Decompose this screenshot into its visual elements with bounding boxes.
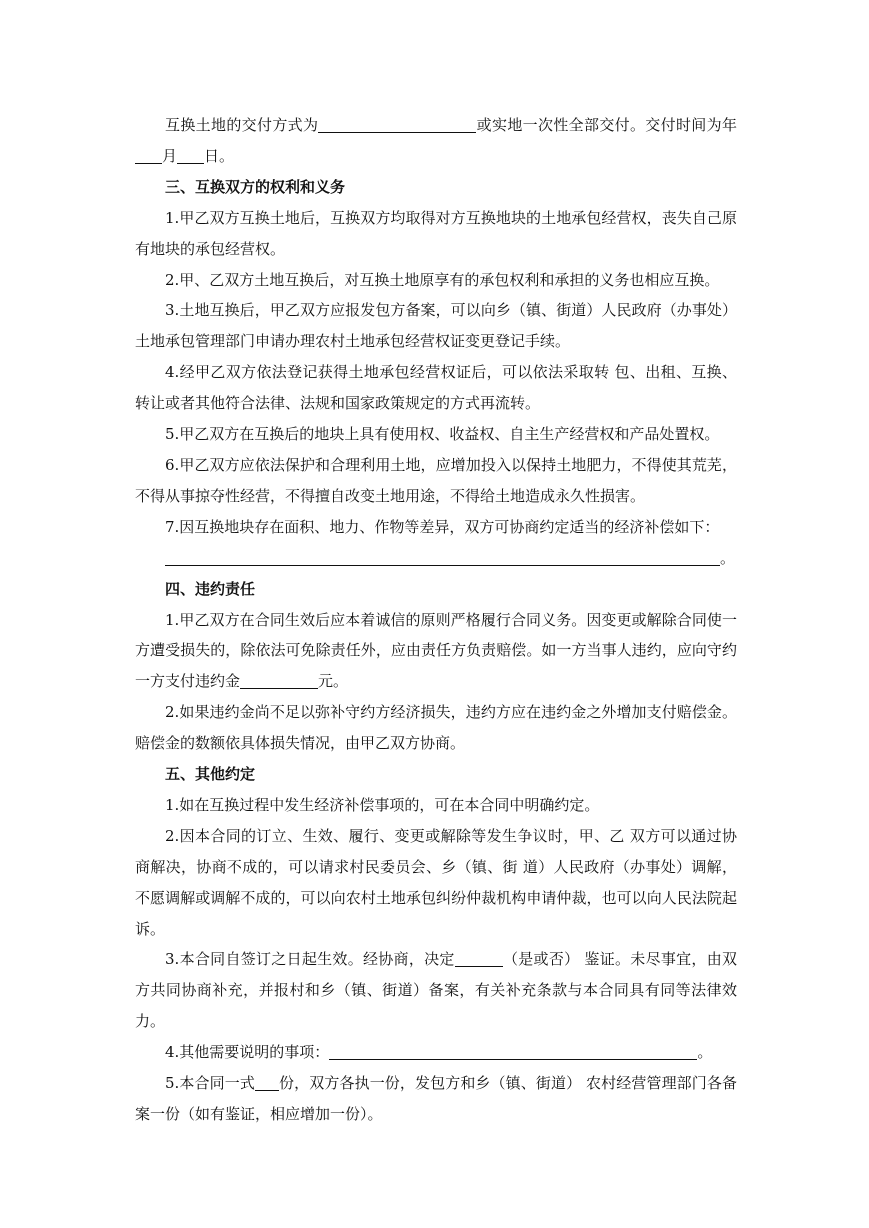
section5-clause-3-text-a: 3.本合同自签订之日起生效。经协商，决定 — [165, 950, 455, 969]
section3-clause-7: 7.因互换地块存在面积、地力、作物等差异，双方可协商约定适当的经济补偿如下： — [165, 517, 720, 536]
delivery-text-b: 或实地一次性全部交付。交付时间为 — [476, 116, 722, 134]
section3-clause-4: 4.经甲乙双方依法登记获得土地承包经营权证后，可以依法采取转 包、出租、互换、转让或者其他符合法律、法规和国家政策规定的方式再流转。 — [135, 363, 737, 413]
compensation-end: 。 — [720, 548, 736, 567]
section5-clause-4 — [135, 1037, 737, 1068]
compensation-line — [135, 543, 737, 574]
contract-page — [135, 110, 737, 1130]
section3-clause-1: 1.甲乙双方互换土地后，互换双方均取得对方互换地块的土地承包经营权，丧失自己原有地块的承包经营权。 — [135, 208, 737, 258]
section5-clause-5-text-b: 份，双方各执一份，发包方和乡（镇、街道） 农村经营管理部门各备案一份（如有鉴证，相应增加一份）。 — [135, 1074, 737, 1123]
section5-clause-2: 2.因本合同的订立、生效、履行、变更或解除等发生争议时，甲、乙 双方可以通过协商解决，协商不成的，可以请求村民委员会、乡（镇、街 道）人民政府（办事处）调解，不愿调解或调解不成的，可以向农村土地承包纠纷仲裁机构申请仲裁，也可以向人民法院起诉。 — [135, 826, 737, 938]
delivery-month-blank[interactable] — [135, 146, 162, 164]
section4-clause-1-unit: 元。 — [318, 672, 349, 691]
section5-heading: 五、其他约定 — [165, 765, 256, 784]
copies-count-blank[interactable] — [255, 1074, 279, 1092]
delivery-paragraph — [135, 110, 737, 172]
delivery-day-blank[interactable] — [177, 146, 204, 164]
section3-clause-5: 5.甲乙双方在互换后的地块上具有使用权、收益权、自主生产经营权和产品处置权。 — [165, 425, 720, 444]
section3-clause-6: 6.甲乙双方应依法保护和合理利用土地，应增加投入以保持土地肥力，不得使其荒芜，不得从事掠夺性经营，不得擅自改变土地用途，不得给土地造成永久性损害。 — [135, 455, 737, 505]
section5-clause-5 — [135, 1068, 737, 1130]
section3-clause-2: 2.甲、乙双方土地互换后，对互换土地原享有的承包权利和承担的义务也相应互换。 — [165, 270, 720, 289]
section4-clause-1-text: 1.甲乙双方在合同生效后应本着诚信的原则严格履行合同义务。因变更或解除合同使一方遭受损失的，除依法可免除责任外，应由责任方负责赔偿。如一方当事人违约，应向守约一方支付违约金 — [135, 610, 737, 691]
section3-clause-3: 3.土地互换后，甲乙双方应报发包方备案，可以向乡（镇、街道）人民政府（办事处）土地承包管理部门申请办理农村土地承包经营权证变更登记手续。 — [135, 301, 737, 351]
section4-heading: 四、违约责任 — [165, 579, 256, 598]
delivery-method-blank[interactable] — [318, 116, 476, 134]
section4-clause-1 — [135, 605, 737, 698]
notarization-blank[interactable] — [455, 950, 503, 968]
other-matters-blank[interactable] — [329, 1043, 697, 1061]
compensation-blank[interactable] — [165, 548, 720, 566]
delivery-text-c: 年 — [721, 116, 737, 134]
penalty-amount-blank[interactable] — [240, 672, 318, 690]
section5-clause-5-text-a: 5.本合同一式 — [165, 1074, 255, 1093]
section5-clause-4-end: 。 — [697, 1043, 713, 1062]
delivery-text-a: 互换土地的交付方式为 — [165, 116, 319, 134]
delivery-text-e: 日。 — [204, 146, 235, 165]
section4-clause-2: 2.如果违约金尚不足以弥补守约方经济损失，违约方应在违约金之外增加支付赔偿金。赔偿金的数额依具体损失情况，由甲乙双方协商。 — [135, 703, 737, 753]
section5-clause-4-text: 4.其他需要说明的事项： — [165, 1043, 330, 1062]
delivery-text-d: 月 — [162, 146, 178, 165]
section5-clause-1: 1.如在互换过程中发生经济补偿事项的，可在本合同中明确约定。 — [165, 795, 600, 814]
section3-heading: 三、互换双方的权利和义务 — [165, 177, 346, 196]
section5-clause-3-text-b: （是或否） 鉴证。未尽事宜，由双方共同协商补充，并报村和乡（镇、街道）备案，有关补充条款与本合同具有同等法律效力。 — [135, 950, 737, 1031]
section5-clause-3 — [135, 944, 737, 1037]
